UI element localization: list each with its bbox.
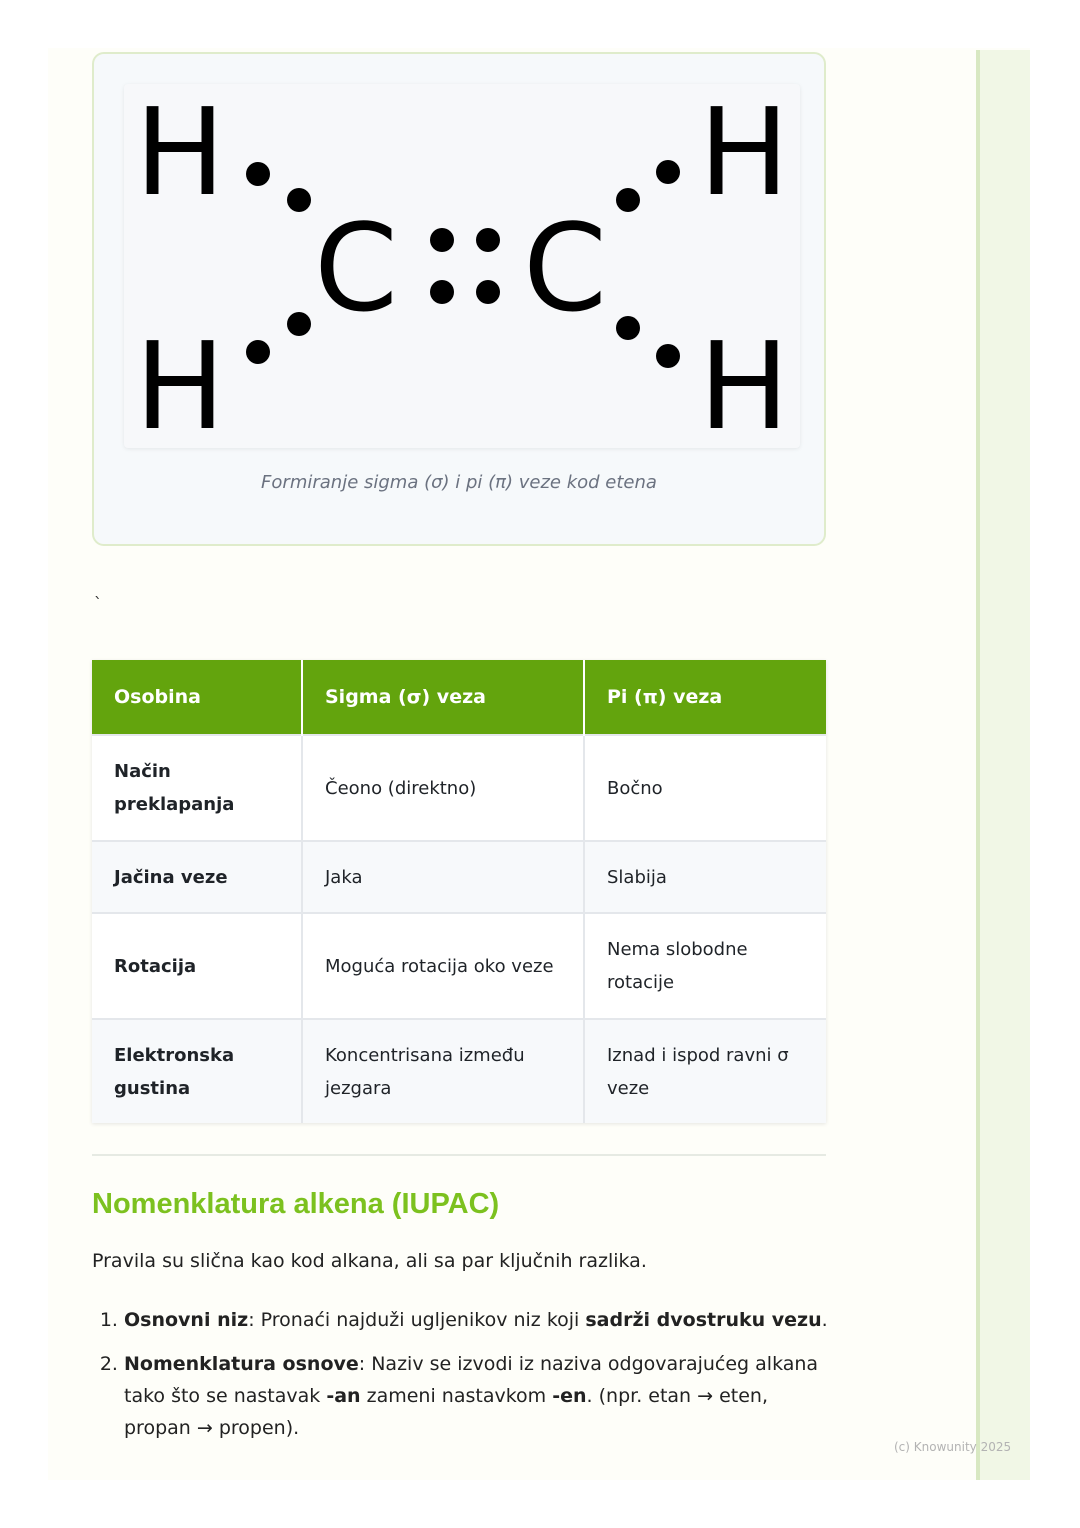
atom-c-left: C: [314, 200, 398, 339]
emphasis: -en: [552, 1385, 587, 1407]
electron-dot: [287, 188, 311, 212]
sigma-cell: Čeono (direktno): [302, 735, 584, 841]
list-item: [124, 1304, 834, 1336]
row-key: Jačina veze: [92, 841, 302, 913]
electron-dot: [287, 312, 311, 336]
emphasis: sadrži dvostruku vezu: [585, 1309, 822, 1331]
figure-caption: Formiranje sigma (σ) i pi (π) veze kod etena: [261, 472, 657, 493]
atom-h-top-left: H: [134, 84, 226, 223]
lewis-structure-image: [124, 84, 800, 448]
emphasis: -an: [326, 1385, 361, 1407]
table-row: [92, 841, 826, 913]
text: : Pronaći najduži ugljenikov niz koji: [248, 1309, 586, 1331]
pi-cell: Slabija: [584, 841, 826, 913]
electron-dot: [656, 160, 680, 184]
electron-dot: [246, 162, 270, 186]
header-osobina: Osobina: [92, 660, 302, 735]
text: zameni nastavkom: [360, 1385, 553, 1407]
header-sigma: Sigma (σ) veza: [302, 660, 584, 735]
pi-cell: Iznad i ispod ravni σ veze: [584, 1019, 826, 1123]
electron-dot: [430, 280, 454, 304]
electron-dot: [476, 228, 500, 252]
row-key: Način preklapanja: [92, 735, 302, 841]
section-title: Nomenklatura alkena (IUPAC): [92, 1188, 500, 1220]
sigma-cell: Jaka: [302, 841, 584, 913]
figure-card: [92, 52, 826, 546]
electron-dot: [616, 316, 640, 340]
table-header-row: [92, 660, 826, 735]
rules-list: [92, 1304, 834, 1456]
ethene-lewis-diagram: [124, 84, 800, 448]
pi-cell: Bočno: [584, 735, 826, 841]
sigma-cell: Koncentrisana između jezgara: [302, 1019, 584, 1123]
electron-dot: [616, 188, 640, 212]
list-item: [124, 1348, 834, 1444]
atom-h-bottom-left: H: [134, 318, 226, 448]
electron-dot: [656, 344, 680, 368]
term: Nomenklatura osnove: [124, 1353, 359, 1375]
text: . (npr. etan → eten, propan → propen).: [124, 1385, 769, 1439]
table-row: [92, 735, 826, 841]
section-intro: Pravila su slična kao kod alkana, ali sa par ključnih razlika.: [92, 1250, 647, 1272]
bond-comparison-table: [92, 660, 826, 1123]
table-row: [92, 913, 826, 1019]
atom-h-bottom-right: H: [698, 318, 790, 448]
header-pi: Pi (π) veza: [584, 660, 826, 735]
electron-dot: [430, 228, 454, 252]
right-rail: [976, 50, 1030, 1480]
row-key: Elektronska gustina: [92, 1019, 302, 1123]
text: : Naziv se izvodi iz naziva odgovarajućeg alkana tako što se nastavak: [124, 1353, 819, 1407]
section-divider: [92, 1154, 826, 1156]
term: Osnovni niz: [124, 1309, 249, 1331]
atom-c-right: C: [523, 200, 607, 339]
stray-backtick: `: [94, 594, 102, 613]
copyright-notice: (c) Knowunity 2025: [894, 1440, 1012, 1454]
sigma-cell: Moguća rotacija oko veze: [302, 913, 584, 1019]
atom-h-top-right: H: [698, 84, 790, 223]
electron-dot: [476, 280, 500, 304]
row-key: Rotacija: [92, 913, 302, 1019]
electron-dot: [246, 340, 270, 364]
pi-cell: Nema slobodne rotacije: [584, 913, 826, 1019]
table-row: [92, 1019, 826, 1123]
text: .: [821, 1309, 828, 1331]
